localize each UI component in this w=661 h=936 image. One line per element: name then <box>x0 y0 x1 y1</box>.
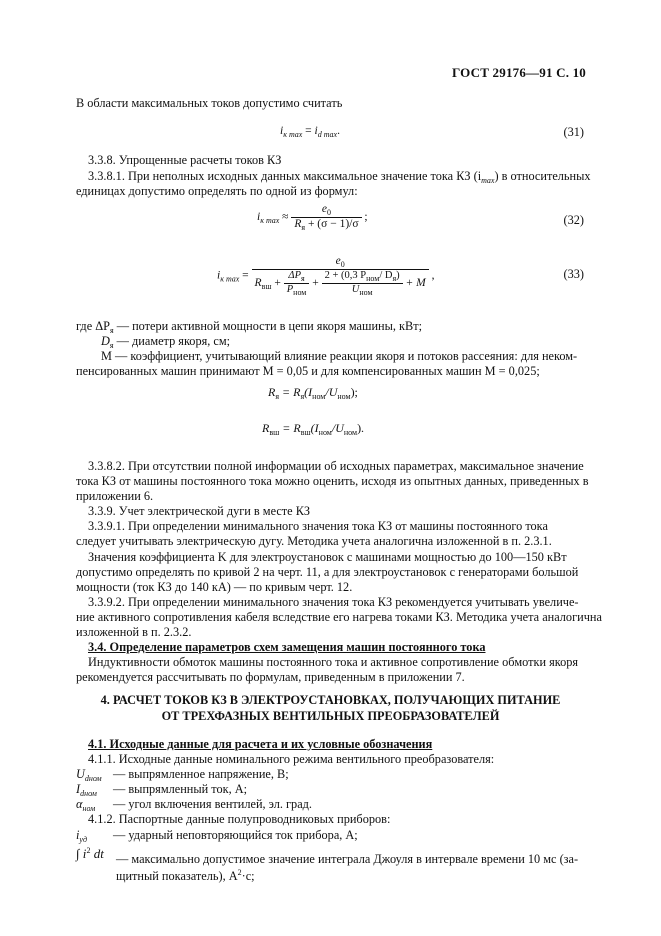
equation-32-fraction: $\frac{e_0}{R_я + (\sigma - 1)/\sigma}$ <box>291 203 361 232</box>
where-line-2: $D_я$ — диаметр якоря, см; <box>101 334 231 350</box>
coefficient-k-line3: мощности (ток КЗ до 140 кА) — по кривым черт. 12. <box>76 580 353 594</box>
section-3-3-9-2-line1: 3.3.9.2. При определении минимального значения тока КЗ рекомендуется учитывать увеличе- <box>88 595 579 609</box>
section-4-1-1: 4.1.1. Исходные данные номинального режима вентильного преобразователя: <box>88 752 495 766</box>
def-alpha-text: — угол включения вентилей, эл. град. <box>113 797 312 811</box>
coefficient-k-line2: допустимо определять по кривой 2 на черт. 11, а для электроустановок с генераторами большой <box>76 565 579 579</box>
section-3-4-line1: Индуктивности обмоток машины постоянного тока и активное сопротивление обмотки якоря <box>88 655 579 669</box>
equation-32: $i_{к max}$ ≈ $\frac{e_0}{R_я + (\sigma - 1)/\sigma}$ ; <box>257 203 368 232</box>
def-i-dnom-text: — выпрямленный ток, А; <box>113 782 248 796</box>
equation-33-number: (33) <box>563 267 584 281</box>
section-4-1-heading: 4.1. Исходные данные для расчета и их условные обозначения <box>88 737 433 751</box>
section-3-3-8-1-line2: единицах допустимо определять по одной из формул: <box>76 184 358 198</box>
def-i-ud-text: — ударный неповторяющийся ток прибора, А; <box>113 828 358 842</box>
equation-33-fraction: $e_0$ $R_{вш}$ + $\frac{\Delta P_я}{P_{ном}}$ + $\frac{2 + (0,3 P_{ном}/ D_я)}{U_{ном}}$ + M <box>252 255 429 297</box>
def-joule-integral-text: — максимально допустимое значение интеграла Джоуля в интервале времени 10 мс (за- <box>116 852 579 866</box>
section-3-3-9-1-line1: 3.3.9.1. При определении минимального значения тока КЗ от машины постоянного тока <box>88 519 548 533</box>
section-3-3-8-2-line3: приложении 6. <box>76 489 154 503</box>
equation-33: $i_{к max}$ = $e_0$ $R_{вш}$ + $\frac{\Delta P_я}{P_{ном}}$ + $\frac{2 + (0,3 P_{ном}/ D_я)}{U_{ном}}$ + M , <box>217 255 435 297</box>
equation-31: $i_{к max} = i_{d max}$. <box>280 125 340 139</box>
equation-r-anchor: $R_я = R_я(I_{ном}/U_{ном})$; <box>268 385 358 401</box>
section-4-title-line1: 4. РАСЧЕТ ТОКОВ КЗ В ЭЛЕКТРОУСТАНОВКАХ, ПОЛУЧАЮЩИХ ПИТАНИЕ <box>100 693 561 707</box>
where-line-1: где $\Delta P_я$ — потери активной мощности в цепи якоря машины, кВт; <box>76 319 422 335</box>
page-header: ГОСТ 29176—91 С. 10 <box>452 65 586 80</box>
intro-text: В области максимальных токов допустимо считать <box>76 96 343 110</box>
section-3-3-9-2-line2: ние активного сопротивления кабеля вследствие его нагрева токами КЗ. Методика учета аналогична <box>76 610 602 624</box>
def-joule-integral-text-line2: щитный показатель), $А^2\cdot с$; <box>116 868 255 883</box>
section-3-3-9-1-line2: следует учитывать электрическую дугу. Методика учета аналогична изложенной в п. 2.3.1. <box>76 534 552 548</box>
def-u-dnom-text: — выпрямленное напряжение, В; <box>113 767 289 781</box>
where-line-3: M — коэффициент, учитывающий влияние реакции якоря и потоков рассеяния: для неком- <box>101 349 578 363</box>
section-4-title-line2: ОТ ТРЕХФАЗНЫХ ВЕНТИЛЬНЫХ ПРЕОБРАЗОВАТЕЛЕЙ <box>161 709 500 723</box>
def-i-dnom-symbol: $I_{dном}$ <box>76 782 97 798</box>
equation-32-number: (32) <box>563 213 584 227</box>
equation-r-shunt: $R_{вш} = R_{вш}(I_{ном}/U_{ном})$. <box>262 421 365 437</box>
section-3-3-9: 3.3.9. Учет электрической дуги в месте КЗ <box>88 504 311 518</box>
section-3-3-8-2-line2: тока КЗ от машины постоянного тока можно оценить, исходя из опытных данных, приведенных в <box>76 474 589 488</box>
section-4-1-2: 4.1.2. Паспортные данные полупроводниковых приборов: <box>88 812 391 826</box>
coefficient-k-line1: Значения коэффициента K для электроустановок с машинами мощностью до 100—150 кВт <box>88 550 567 564</box>
section-3-3-8-1: 3.3.8.1. При неполных исходных данных максимальное значение тока КЗ $(i_{max})$ в относительных <box>88 169 591 185</box>
equation-31-number: (31) <box>563 125 584 139</box>
section-3-3-9-2-line3: изложенной в п. 2.3.2. <box>76 625 192 639</box>
where-line-3b: пенсированных машин принимают M = 0,05 и для компенсированных машин M = 0,025; <box>76 364 540 378</box>
section-3-3-8-2-line1: 3.3.8.2. При отсутствии полной информации об исходных параметрах, максимальное значение <box>88 459 584 473</box>
def-joule-integral-symbol: ∫ $i^2$ dt <box>76 846 104 861</box>
section-3-3-8: 3.3.8. Упрощенные расчеты токов КЗ <box>88 153 282 167</box>
def-alpha-symbol: $\alpha_{ном}$ <box>76 797 96 813</box>
def-i-ud-symbol: $i_{уд}$ <box>76 828 87 844</box>
section-3-4-heading: 3.4. Определение параметров схем замещения машин постоянного тока <box>88 640 486 654</box>
section-3-4-line2: рекомендуется рассчитывать по формулам, приведенным в приложении 7. <box>76 670 465 684</box>
def-u-dnom-symbol: $U_{dном}$ <box>76 767 102 783</box>
